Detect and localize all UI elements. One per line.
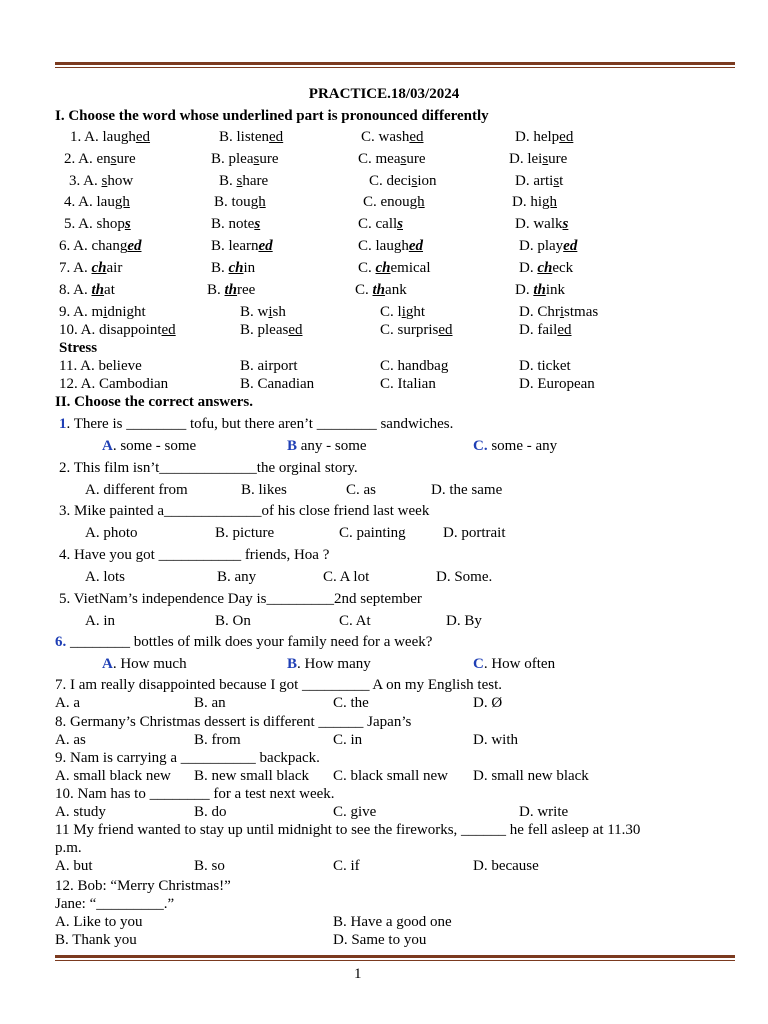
option: B. so bbox=[194, 858, 225, 874]
option: B. do bbox=[194, 804, 227, 820]
option: 9. A. midnight bbox=[59, 304, 146, 320]
option: A. some - some bbox=[102, 438, 197, 454]
option: D. By bbox=[446, 613, 482, 629]
option: B. How many bbox=[287, 656, 371, 672]
option: D. helped bbox=[515, 129, 574, 145]
option: C. some - any bbox=[473, 438, 558, 454]
option: C. chemical bbox=[358, 260, 431, 276]
question-6: 6. ________ bottles of milk does your family need for a week? bbox=[55, 634, 433, 650]
option: C. Italian bbox=[380, 376, 436, 392]
stress-heading: Stress bbox=[59, 340, 98, 356]
option: B. chin bbox=[211, 260, 256, 276]
option: 3. A. show bbox=[69, 173, 134, 189]
bottom-rule bbox=[55, 955, 735, 961]
option: C. in bbox=[333, 732, 363, 748]
option: C. if bbox=[333, 858, 360, 874]
option: A. different from bbox=[85, 482, 188, 498]
page-number: 1 bbox=[354, 966, 362, 982]
option: B. from bbox=[194, 732, 241, 748]
option: 7. A. chair bbox=[59, 260, 123, 276]
option: C. measure bbox=[358, 151, 426, 167]
option: C. laughed bbox=[358, 238, 424, 254]
option: C. enough bbox=[363, 194, 425, 210]
question-4: 4. Have you got ___________ friends, Hoa ? bbox=[59, 547, 330, 563]
question-9: 9. Nam is carrying a __________ backpack. bbox=[55, 750, 320, 766]
option: 6. A. changed bbox=[59, 238, 142, 254]
option: C. thank bbox=[355, 282, 407, 298]
option: C. handbag bbox=[380, 358, 449, 374]
option: 5. A. shops bbox=[64, 216, 131, 232]
option: D. think bbox=[515, 282, 566, 298]
question-11: 11 My friend wanted to stay up until midnight to see the fireworks, ______ he fell asleep at 11.30 bbox=[55, 822, 641, 838]
option: 8. A. that bbox=[59, 282, 115, 298]
option: 1. A. laughed bbox=[70, 129, 151, 145]
option: C. surprised bbox=[380, 322, 453, 338]
question-3: 3. Mike painted a_____________of his close friend last week bbox=[59, 503, 430, 519]
option: C. painting bbox=[339, 525, 406, 541]
option: A. Like to you bbox=[55, 914, 143, 930]
question-12-reply: Jane: “_________.” bbox=[55, 896, 175, 912]
option: A. a bbox=[55, 695, 80, 711]
question-1: 1. There is ________ tofu, but there aren’t ________ sandwiches. bbox=[59, 416, 454, 432]
option: D. leisure bbox=[509, 151, 568, 167]
option: B. new small black bbox=[194, 768, 309, 784]
option: D. Ø bbox=[473, 695, 503, 711]
option: D. the same bbox=[431, 482, 503, 498]
option: B. likes bbox=[241, 482, 287, 498]
option: A. How much bbox=[102, 656, 187, 672]
option: B. any bbox=[217, 569, 257, 585]
option: A. in bbox=[85, 613, 115, 629]
option: B. share bbox=[219, 173, 269, 189]
option: C. as bbox=[346, 482, 376, 498]
question-7: 7. I am really disappointed because I got _________ A on my English test. bbox=[55, 677, 503, 693]
option: B. tough bbox=[214, 194, 266, 210]
question-2: 2. This film isn’t_____________the orginal story. bbox=[59, 460, 358, 476]
option: C. calls bbox=[358, 216, 403, 232]
option: A. lots bbox=[85, 569, 126, 585]
option: D. European bbox=[519, 376, 595, 392]
option: D. ticket bbox=[519, 358, 571, 374]
option: 12. A. Cambodian bbox=[59, 376, 169, 392]
page-title: PRACTICE.18/03/2024 bbox=[308, 86, 460, 102]
question-10: 10. Nam has to ________ for a test next week. bbox=[55, 786, 335, 802]
option: D. Christmas bbox=[519, 304, 599, 320]
option: D. portrait bbox=[443, 525, 506, 541]
option: A. as bbox=[55, 732, 86, 748]
section-2-heading: II. Choose the correct answers. bbox=[55, 394, 254, 410]
question-5: 5. VietNam’s independence Day is_________2nd september bbox=[59, 591, 422, 607]
option: D. Same to you bbox=[333, 932, 427, 948]
option: B. learned bbox=[211, 238, 273, 254]
option: A. photo bbox=[85, 525, 138, 541]
option: B any - some bbox=[287, 438, 367, 454]
option: B. picture bbox=[215, 525, 275, 541]
option: D. walks bbox=[515, 216, 569, 232]
option: C. How often bbox=[473, 656, 556, 672]
option: B. an bbox=[194, 695, 226, 711]
option: C. At bbox=[339, 613, 371, 629]
option: 11. A. believe bbox=[59, 358, 142, 374]
option: B. Thank you bbox=[55, 932, 137, 948]
option: D. check bbox=[519, 260, 574, 276]
option: C. A lot bbox=[323, 569, 370, 585]
option: C. black small new bbox=[333, 768, 448, 784]
option: B. pleasure bbox=[211, 151, 279, 167]
top-rule bbox=[55, 62, 735, 68]
option: A. but bbox=[55, 858, 93, 874]
option: D. played bbox=[519, 238, 578, 254]
option: D. write bbox=[519, 804, 569, 820]
option: 10. A. disappointed bbox=[59, 322, 176, 338]
option: C. decision bbox=[369, 173, 437, 189]
option: B. listened bbox=[219, 129, 284, 145]
option: C. the bbox=[333, 695, 369, 711]
option: B. Canadian bbox=[240, 376, 315, 392]
option: B. pleased bbox=[240, 322, 303, 338]
option: B. three bbox=[207, 282, 256, 298]
option: 4. A. laugh bbox=[64, 194, 130, 210]
option: 2. A. ensure bbox=[64, 151, 136, 167]
option: B. Have a good one bbox=[333, 914, 452, 930]
option: D. artist bbox=[515, 173, 564, 189]
question-11-continued: p.m. bbox=[55, 840, 82, 856]
option: D. high bbox=[512, 194, 557, 210]
option: C. washed bbox=[361, 129, 424, 145]
option: C. light bbox=[380, 304, 426, 320]
option: B. notes bbox=[211, 216, 261, 232]
option: B. On bbox=[215, 613, 251, 629]
option: A. study bbox=[55, 804, 106, 820]
option: D. with bbox=[473, 732, 518, 748]
question-8: 8. Germany’s Christmas dessert is different ______ Japan’s bbox=[55, 714, 412, 730]
question-12: 12. Bob: “Merry Christmas!” bbox=[55, 878, 231, 894]
option: D. small new black bbox=[473, 768, 589, 784]
option: B. airport bbox=[240, 358, 298, 374]
option: D. because bbox=[473, 858, 539, 874]
option: A. small black new bbox=[55, 768, 171, 784]
section-1-heading: I. Choose the word whose underlined part is pronounced differently bbox=[55, 108, 489, 124]
option: C. give bbox=[333, 804, 377, 820]
option: D. Some. bbox=[436, 569, 493, 585]
option: D. failed bbox=[519, 322, 572, 338]
option: B. wish bbox=[240, 304, 286, 320]
